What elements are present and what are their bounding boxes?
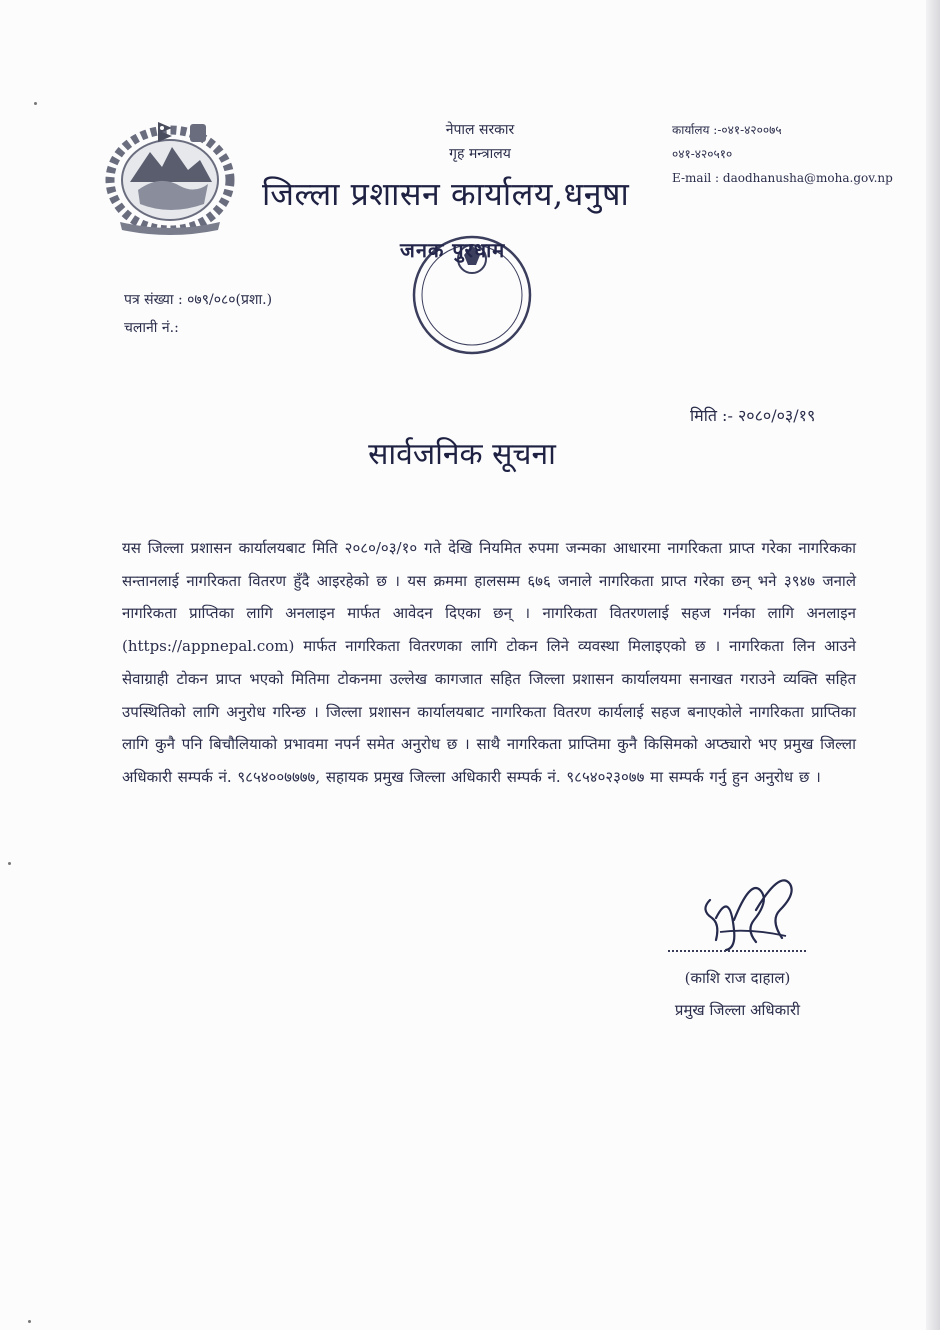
stamp-label: जनक पुरधाम [400,238,506,262]
letter-date: मिति :- २०८०/०३/१९ [690,406,816,425]
ministry-name: गृह मन्त्रालय [449,146,511,162]
office-phone: कार्यालय :-०४१-४२००७५ [672,123,782,137]
reference-block [124,286,272,342]
signatory-block [650,962,825,1026]
nepal-emblem-icon [100,112,240,237]
office-phone-2: ०४१-४२०५१० [672,147,733,161]
notice-body: यस जिल्ला प्रशासन कार्यालयबाट मिति २०८०/०३/१० गते देखि नियमित रुपमा जन्मका आधारमा नागरिकता प्राप्त गरेका नागरिकका सन्तानलाई नागरिकता वितरण हुँदै आइरहेको छ । यस क्रममा हालसम्म ६७६ जनाले नागरिकता प्राप्त गरेका छन् भने ३९४७ जनाले नागरिकता प्राप्तिका लागि अनलाइन मार्फत आवेदन दिएका छन् । नागरिकता वितरणलाई सहज गर्नका लागि अनलाइन (https://appnepal.com) मार्फत नागरिकता वितरणका लागि टोकन लिने व्यवस्था मिलाइएको छ । नागरिकता लिन आउने सेवाग्राही टोकन प्राप्त भएको मितिमा टोकनमा उल्लेख कागजात सहित जिल्ला प्रशासन कार्यालयमा सनाखत गराउने व्यक्ति सहित उपस्थितिको लागि अनुरोध गरिन्छ । जिल्ला प्रशासन कार्यालयबाट नागरिकता वितरण कार्यलाई सहज बनाएकोले नागरिकता प्राप्तिका लागि कुनै पनि बिचौलियाको प्रभावमा नपर्न समेत अनुरोध छ । साथै नागरिकता प्राप्तिमा कुनै किसिमको अप्ठ्यारो भए प्रमुख जिल्ला अधिकारी सम्पर्क नं. ९८५४००७७७७, सहायक प्रमुख जिल्ला अधिकारी सम्पर्क नं. ९८५४०२३०७७ मा सम्पर्क गर्नु हुन अनुरोध छ । [122,539,856,786]
paper-speck [34,102,37,105]
notice-title: सार्वजनिक सूचना [368,437,556,472]
contact-block [672,118,902,190]
office-email: E-mail : daodhanusha@moha.gov.np [672,171,893,185]
paper-speck [28,1320,31,1323]
paper-speck [8,862,11,865]
signatory-designation: प्रमुख जिल्ला अधिकारी [674,1001,801,1019]
dispatch-number: चलानी नं.: [124,320,179,336]
signature-icon [690,860,810,955]
letter-number: पत्र संख्या : ०७९/०८०(प्रशा.) [124,292,273,308]
signature-line [668,950,806,952]
page-edge-shadow [926,0,940,1330]
office-title: जिल्ला प्रशासन कार्यालय,धनुषा [262,175,630,213]
header-center [380,118,580,166]
notice-title-wrap [0,432,940,473]
signatory-name: (काशि राज दाहाल) [684,969,791,987]
government-name: नेपाल सरकार [445,122,515,138]
